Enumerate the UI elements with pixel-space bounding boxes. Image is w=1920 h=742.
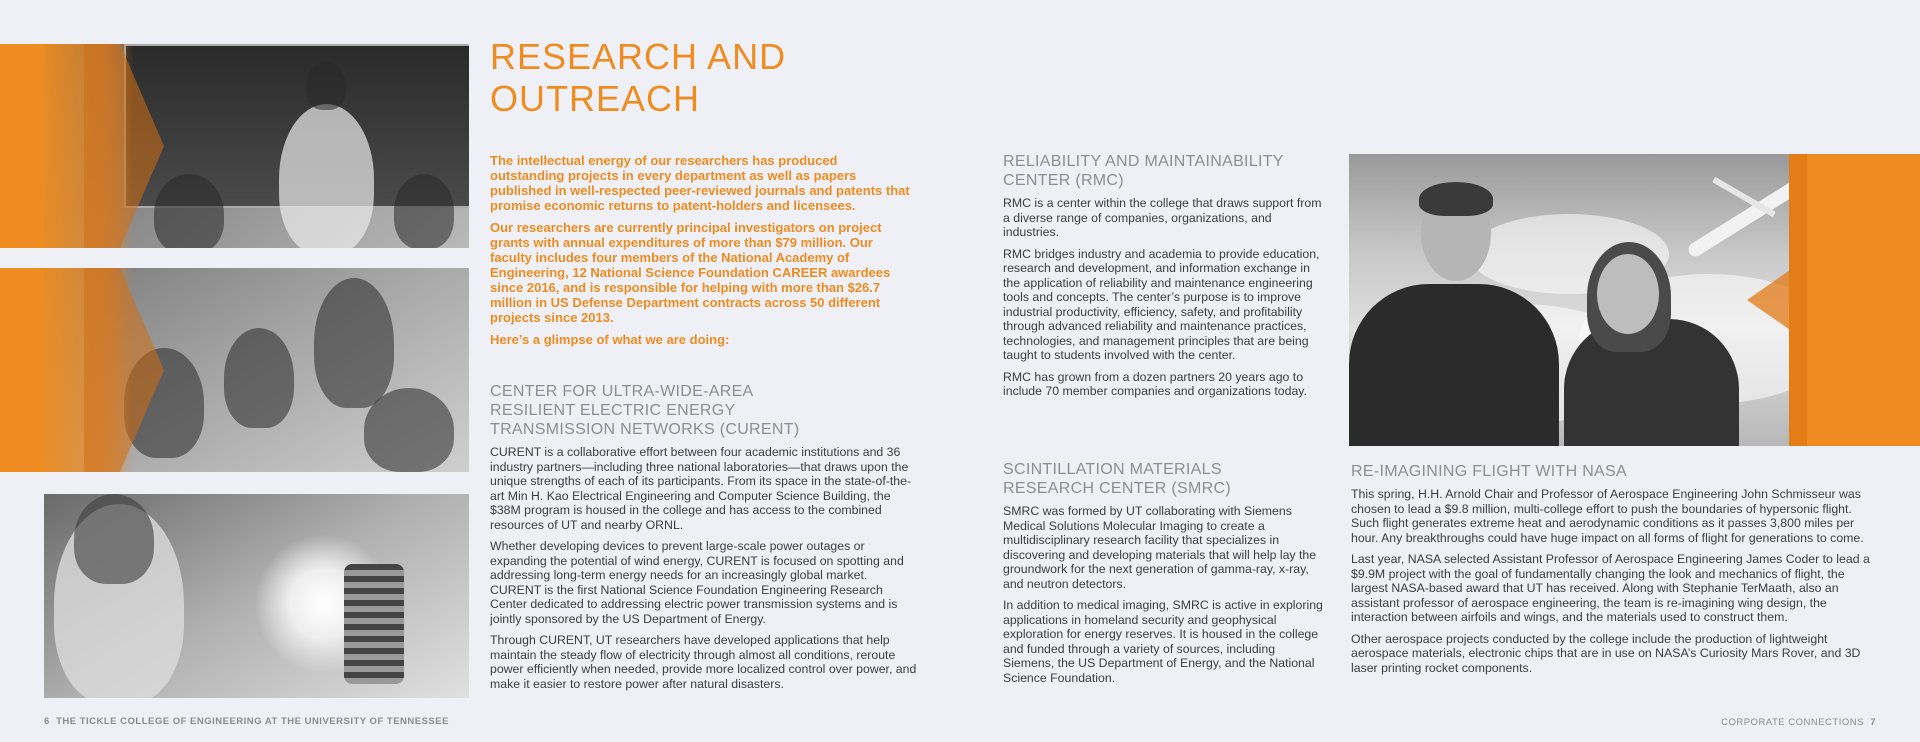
intro-paragraph: Our researchers are currently principal investigators on project grants with annual expenditures of more than $79 million. Our faculty includes four members of the National Academy of Engineering, 12 National Science Foundation CAREER awardees since 2016, and is responsible for helping with more than $26.7 million in US Defense Department contracts across 50 different projects since 2013. (490, 220, 891, 325)
photo-lab-scientist (44, 494, 469, 698)
smrc-paragraph: SMRC was formed by UT collaborating with Siemens Medical Solutions Molecular Imaging to create a multidisciplinary research facility that specializes in discovering and developing materials that will help lay the groundwork for the next generation of gamma-ray, x-ray, and neutron detectors. (1003, 504, 1317, 591)
rmc-heading: RELIABILITY AND MAINTAINABILITY CENTER (RMC) (1003, 153, 1284, 189)
intro-paragraph: Here’s a glimpse of what we are doing: (490, 332, 730, 347)
curent-heading: CENTER FOR ULTRA-WIDE-AREA RESILIENT ELECTRIC ENERGY TRANSMISSION NETWORKS (CURENT) (490, 383, 800, 438)
left-page-number: 6 (44, 716, 50, 727)
left-footer-text: THE TICKLE COLLEGE OF ENGINEERING AT THE UNIVERSITY OF TENNESSEE (56, 716, 449, 727)
photo-lab-students (44, 268, 469, 472)
left-footer (44, 716, 449, 727)
smrc-section (1003, 460, 1328, 692)
nasa-paragraph: Other aerospace projects conducted by the college include the production of lightweight aerospace materials, electronic chips that are in use on NASA’s Curiosity Mars Rover, and 3D laser printing rocket components. (1351, 631, 1861, 675)
nasa-section (1351, 462, 1881, 682)
nasa-paragraph: This spring, H.H. Arnold Chair and Professor of Aerospace Engineering John Schmisseur was chosen to lead a $9.8 million, multi-college effort to push the boundaries of hypersonic flight. Such flight generates extreme heat and aerodynamic conditions as it passes 3,800 miles per hour. Any breakthroughs could have huge impact on all forms of flight for generations to come. (1351, 487, 1864, 545)
left-edge-band (0, 268, 44, 472)
photo-nasa-researchers (1349, 154, 1877, 446)
curent-paragraph: CURENT is a collaborative effort between four academic institutions and 36 industry partners—including three national laboratories—that draws upon the unique strengths of each of its participants. From its space in the state-of-the-art Min H. Kao Electrical Engineering and Computer Science Building, the $38M program is housed in the college and has access to the combined resources of UT and nearby ORNL. (490, 445, 912, 532)
right-page-number: 7 (1870, 717, 1876, 728)
left-edge-band (0, 44, 44, 248)
right-edge-band (1877, 154, 1920, 446)
nasa-paragraph: Last year, NASA selected Assistant Professor of Aerospace Engineering James Coder to lead a $9.9M project with the goal of fundamentally changing the look and mechanics of flight, the largest NASA-based award that UT has received. Along with Stephanie TerMaath, also an assistant professor of aerospace engineering, the team is re-imagining wing design, the interaction between airfoils and wings, and the materials used to construct them. (1351, 552, 1870, 624)
curent-section (490, 382, 918, 698)
page-title-line2: OUTREACH (490, 78, 701, 119)
intro-section (490, 153, 915, 354)
rmc-paragraph: RMC bridges industry and academia to provide education, research and development, and information exchange in the application of reliability and maintenance engineering tools and concepts. The center’s purpose is to improve industrial productivity, efficiency, safety, and profitability through advanced reliability and maintenance practices, technologies, and management principles that are being taught to students involved with the center. (1003, 246, 1320, 362)
curent-paragraph: Whether developing devices to prevent large-scale power outages or expanding the potential of wind energy, CURENT is focused on spotting and addressing long-term energy needs for an increasingly global market. CURENT is the first National Science Foundation Engineering Research Center dedicated to addressing electric power transmission systems and is jointly sponsored by the US Department of Energy. (490, 539, 904, 626)
page-title-line1: RESEARCH AND (490, 36, 787, 77)
smrc-heading: SCINTILLATION MATERIALS RESEARCH CENTER (SMRC) (1003, 461, 1231, 497)
photo-control-room (44, 44, 469, 248)
curent-paragraph: Through CURENT, UT researchers have developed applications that help maintain the steady flow of electricity through almost all conditions, reroute power efficiently when needed, provide more localized control over power, and make it easier to restore power after natural disasters. (490, 633, 917, 691)
rmc-section (1003, 152, 1328, 406)
smrc-paragraph: In addition to medical imaging, SMRC is active in exploring applications in homeland security and geophysical exploration for energy reserves. It is housed in the college and funded through a variety of sources, including Siemens, the US Department of Energy, and the National Science Foundation. (1003, 598, 1323, 685)
right-footer-text: CORPORATE CONNECTIONS (1721, 717, 1864, 728)
right-footer (1721, 717, 1876, 728)
rmc-paragraph: RMC is a center within the college that draws support from a diverse range of companies, organizations, and industries. (1003, 196, 1322, 239)
intro-paragraph: The intellectual energy of our researchers has produced outstanding projects in every department as well as papers published in well-respected peer-reviewed journals and patents that promise economic returns to patent-holders and licensees. (490, 153, 910, 213)
rmc-paragraph: RMC has grown from a dozen partners 20 years ago to include 70 member companies and organizations today. (1003, 369, 1307, 398)
page-title (490, 36, 890, 120)
nasa-heading: RE-IMAGINING FLIGHT WITH NASA (1351, 463, 1627, 480)
